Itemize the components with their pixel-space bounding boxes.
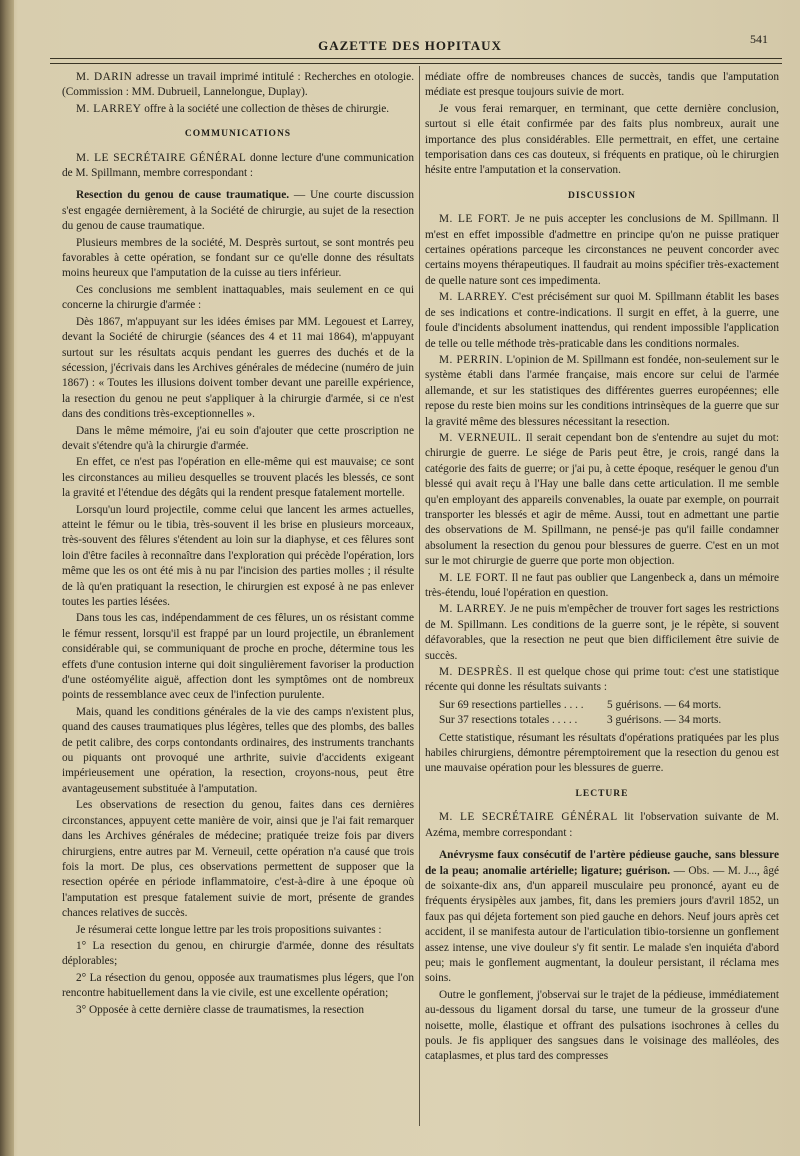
section-heading-communications: COMMUNICATIONS	[184, 129, 292, 140]
speaker-name: M. PERRIN.	[439, 353, 503, 366]
paragraph	[425, 212, 779, 289]
paragraph: Cette statistique, résumant les résultats d'opérations pratiquées par les plus habiles chirurgiens, démontre péremptoirement que la resection du genou est une mauvaise opération pour les blessures de guerre.	[425, 731, 779, 775]
speaker-name: M. LARREY.	[439, 603, 507, 616]
speaker-name: M. VERNEUIL.	[439, 431, 522, 444]
article-title: Anévrysme faux consécutif de l'artère pédieuse gauche, sans blessure de la peau; anomalie artérielle; ligature; guérison.	[425, 849, 779, 877]
paragraph-text: — Une courte discussion s'est engagée dernièrement, à la Société de chirurgie, au sujet de la resection du genou de cause traumatique.	[62, 189, 414, 233]
paragraph	[62, 70, 414, 101]
binding-gutter	[0, 0, 14, 1156]
speaker-name: M. LE SECRÉTAIRE GÉNÉRAL	[439, 811, 618, 824]
paragraph-text: Il serait cependant bon de s'entendre au sujet du mot: chirurgie de guerre. Le siége de Paris peut être, je crois, rangé dans la catégorie des faits de guerre; or j'ai pu, à cette époque, reséquer le genou d'un blessé qui avait reçu à l'Hay une balle dans cette articulation. Il me semble qu'en employant des appareils convenables, la ouate par exemple, on pourrait transporter les blessés et agir de même. Aussi, tout en admettant une partie des observations de M. Spillmann, ne pensé-je pas qu'il faille condamner absolument la resection du genou pour blessures de guerre. C'est en un mot sur le mot chirurgie de guerre que porte mon objection.	[425, 431, 779, 568]
paragraph	[425, 353, 779, 430]
paragraph: Outre le gonflement, j'observai sur le trajet de la pédieuse, immédiatement au-dessous du ligament dorsal du tarse, une tumeur de la grosseur d'une noisette, molle, élastique et offrant des pulsations isochrones à celles du pouls. Je fis appliquer des sangsues dans le voisinage des malléoles, des cataplasmes, et plus tard des compresses	[425, 988, 779, 1063]
header-rule	[50, 58, 782, 64]
paragraph: Ces conclusions me semblent inattaquables, mais seulement en ce qui concerne la chirurgie d'armée :	[62, 283, 414, 312]
paragraph	[425, 431, 779, 570]
paragraph	[425, 571, 779, 602]
paragraph-text: — Obs. — M. J..., âgé de soixante-dix ans, d'un appareil musculaire peu prononcé, ayant eu de fréquents érysipèles aux jambes, fit, dans les premiers jours d'avril 1852, un faux pas qui déjeta fortement son pied gauche en dehors. Neuf jours après cet accident, il se manifesta autour de l'articulation tibio-torsienne un gonflement assez intense, une vive douleur s'y fit sentir. Le malade s'en inquiéta d'abord peu; mais le gonflement augmentant, la douleur persistant, il réclama mes soins.	[425, 864, 779, 985]
paragraph: Plusieurs membres de la société, M. Desprès surtout, se sont montrés peu favorables à cette opération, se fondant sur ce qu'elle donne des résultats moins heureux que l'amputation de la cuisse au tiers inférieur.	[62, 236, 414, 280]
list-item: 2° La résection du genou, opposée aux traumatismes plus légers, que l'on rencontre habituellement dans la vie civile, est une excellente opération;	[62, 971, 414, 1000]
paragraph-text: Il est quelque chose qui prime tout: c'est une statistique récente qui donne les résultats suivants :	[425, 666, 779, 694]
speaker-name: M. LE FORT.	[439, 571, 509, 584]
paragraph	[62, 102, 414, 117]
speaker-name: M. LE SECRÉTAIRE GÉNÉRAL	[76, 151, 247, 164]
paragraph: Je vous ferai remarquer, en terminant, que cette dernière conclusion, surtout si elle était confirmée par des faits plus nombreux, aurait une importance des plus considérables. Elle permettrait, en effet, une certaine temporisation dans ces cas douteux, si fréquents en pratique, où le chirurgien hésite entre l'amputation et la conservation.	[425, 102, 779, 177]
speaker-name: M. DESPRÈS.	[439, 666, 513, 679]
journal-title: GAZETTE DES HOPITAUX	[318, 38, 502, 53]
speaker-name: M. DARIN	[76, 71, 133, 83]
speaker-name: M. LE FORT.	[439, 213, 511, 226]
paragraph	[425, 290, 779, 352]
paragraph: Dans le même mémoire, j'ai eu soin d'ajouter que cette proscription ne devait s'étendre qu'à la chirurgie d'armée.	[62, 424, 414, 452]
table-row	[439, 713, 779, 728]
paragraph: En effet, ce n'est pas l'opération en elle-même qui est mauvaise; ce sont les circonstances au milieu desquelles se trouvent placés les blessés, ce sont la gravité et l'étendue des dégâts qui la rendent presque fatalement mortelle.	[62, 456, 414, 500]
paragraph-text: L'opinion de M. Spillmann est fondée, non-seulement sur le système établi dans l'armée française, mais encore sur celui de l'armée allemande, et sur les statistiques des différentes guerres européennes; elle repose du reste bien moins sur les conditions intrinsèques de la guerre que sur la gravité même des blessures nécessitant la resection.	[425, 353, 779, 428]
table-row	[439, 698, 779, 713]
paragraph-text: offre à la société une collection de thèses de chirurgie.	[144, 102, 390, 115]
paragraph: Mais, quand les conditions générales de la vie des camps n'existent plus, quand des causes traumatiques plus légères, telles que des plombs, des balles de petit calibre, des corps contondants ordinaires, des instruments tranchants ou piquants ont provoqué une arthrite, suivie d'accidents exigeant impérieusement une opération, la resection, croyons-nous, peut être avantageusement substituée à l'amputation.	[62, 705, 414, 795]
paragraph	[425, 602, 779, 664]
paragraph-text: C'est précisément sur quoi M. Spillmann établit les bases de ses indications et contre-indications. Il surgit en effet, à la guerre, une foule d'incidents absolument inattendus, qui rendent impossible l'application de telle ou telle méthode très-praticable dans les conditions normales.	[425, 291, 779, 350]
stat-label: Sur 69 resections partielles . . . .	[439, 698, 584, 711]
paragraph: Dès 1867, m'appuyant sur les idées émises par MM. Legouest et Larrey, devant la Société de chirurgie (séances des 4 et 11 mai 1864), m'appuyant surtout sur les résultats acquis pendant les guerres des duchés et de la sécession, j'écrivais dans les Archives générales de médecine (numéro de juin 1867) : « Toutes les illusions doivent tomber devant une pareille expérience, la resection du genou ne peut s'appliquer à la chirurgie d'armée, si ce n'est dans des conditions très-exceptionnelles ».	[62, 315, 414, 421]
right-column	[425, 70, 779, 1066]
statistics-table	[439, 698, 779, 729]
paragraph-text: Je ne puis m'empêcher de trouver fort sages les restrictions de M. Spillmann. Les conditions de la guerre sont, je le répète, si souvent défavorables, que la resection ne peut que bien difficilement être suivie de succès.	[425, 603, 780, 662]
paragraph	[425, 810, 779, 841]
paragraph-text: Il ne faut pas oublier que Langenbeck a, dans un mémoire très-étendu, loué l'opération en question.	[425, 571, 779, 599]
stat-label: Sur 37 resections totales . . . . .	[439, 714, 578, 727]
article-lead	[62, 188, 414, 234]
paragraph: médiate offre de nombreuses chances de succès, tandis que l'amputation médiate est presque toujours suivie de mort.	[425, 71, 779, 99]
page-number: 541	[750, 32, 768, 46]
paragraph: Je résumerai cette longue lettre par les trois propositions suivantes :	[76, 923, 382, 936]
article-title: Resection du genou de cause traumatique.	[76, 189, 290, 202]
speaker-name: M. LARREY.	[439, 291, 508, 304]
paragraph-text: lit l'observation suivante de M. Azéma, membre correspondant :	[425, 811, 779, 839]
list-item: 3° Opposée à cette dernière classe de traumatismes, la resection	[76, 1003, 365, 1016]
column-divider	[419, 66, 420, 1126]
paragraph: Lorsqu'un lourd projectile, comme celui que lancent les armes actuelles, atteint le fémur ou le tibia, très-souvent il les brise en plusieurs morceaux, très-souvent des fêlures s'étendent au loin sur la diaphyse, et ces fêlures sont loin d'être faciles à reconnaître dans l'exploration qui précède l'opération, lors même que les os ont été mis à nu par l'incision des parties molles ; il résulte de là qu'en pratiquant la resection, le chirurgien est exposé à ne pas enlever toutes les parties lésées.	[62, 503, 414, 608]
stat-value: 5 guérisons. — 64 morts.	[607, 698, 722, 711]
paragraph-text: Je ne puis accepter les conclusions de M. Spillmann. Il m'est en effet impossible d'admettre en principe qu'on ne puisse pratiquer certaines opérations parceque les circonstances ne peuvent concorder avec certains moyens thérapeutiques. Il faudrait au moins spécifier très-exactement de quelle nature sont ces impedimenta.	[425, 213, 779, 287]
paragraph	[425, 665, 779, 696]
paragraph	[62, 151, 414, 182]
section-heading-lecture: LECTURE	[575, 788, 629, 799]
stat-value: 3 guérisons. — 34 morts.	[607, 714, 722, 727]
speaker-name: M. LARREY	[76, 102, 142, 115]
paragraph: Dans tous les cas, indépendamment de ces fêlures, un os résistant comme le fémur ressent, lorsqu'il est frappé par un lourd projectile, un ébranlement considérable qui, se communiquant de proche en proche, détermine tous les effets d'une contusion interne qui doit singulièrement favoriser la production d'une ostéomyélite aiguë, affection dont les symptômes ont de nombreux points de ressemblance avec ceux de l'infection purulente.	[62, 612, 414, 702]
list-item: 1° La resection du genou, en chirurgie d'armée, donne des résultats déplorables;	[62, 939, 414, 968]
section-heading-discussion: DISCUSSION	[567, 190, 637, 201]
paragraph-text: donne lecture d'une communication de M. Spillmann, membre correspondant :	[62, 151, 414, 180]
paragraph-text: adresse un travail imprimé intitulé : Recherches en otologie. (Commission : MM. Dubrueil, Lannelongue, Duplay).	[62, 71, 415, 99]
left-column	[62, 70, 414, 1019]
article-lead	[425, 848, 779, 987]
paragraph: Les observations de resection du genou, faites dans ces dernières circonstances, appuyent cette manière de voir, ainsi que je l'ai fait remarquer dans les Archives générales de médecine; pratiquée treize fois par divers chirurgiens, entre autres par M. Verneuil, cette opération n'a causé que trois fois la mort. De plus, ces observations permettent de supposer que la resection opérée en période inflammatoire, c'est-à-dire à une époque où l'amputation est presque fatalement suivie de mort, présente de grandes chances relatives de succès.	[62, 799, 414, 920]
